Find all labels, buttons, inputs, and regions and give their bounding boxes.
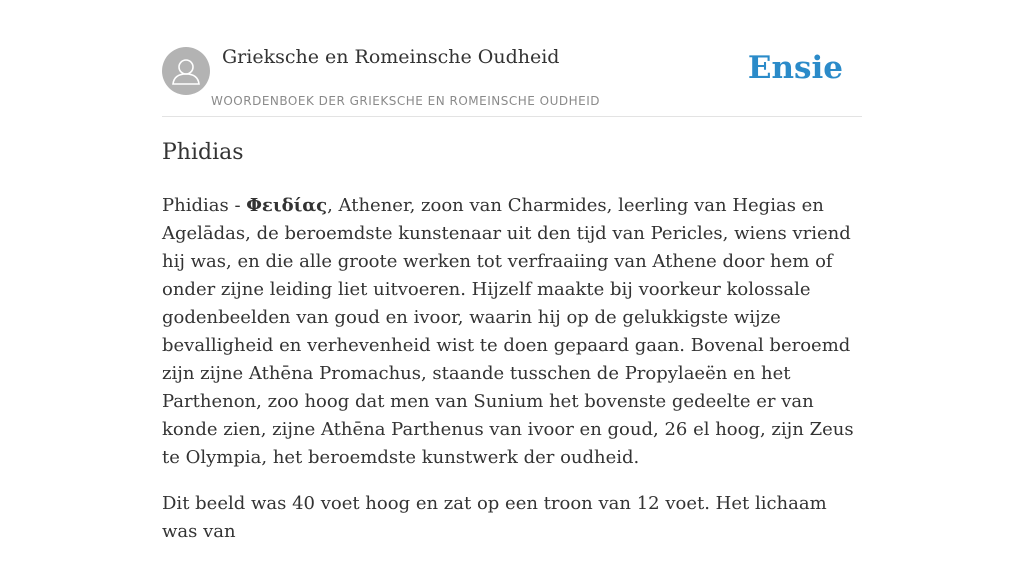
entry-paragraph xyxy=(162,192,864,472)
entry-title: Phidias xyxy=(162,140,244,165)
entry-paragraph: Dit beeld was 40 voet hoog en zat op een troon van 12 voet. Het lichaam was van xyxy=(162,493,827,542)
entry-body xyxy=(162,192,864,564)
entry-term: Phidias xyxy=(162,195,229,216)
brand-logo-link[interactable]: Ensie xyxy=(747,50,843,86)
site-subtitle: WOORDENBOEK DER GRIEKSCHE EN ROMEINSCHE OUDHEID xyxy=(211,94,601,108)
term-separator: - xyxy=(228,195,247,216)
site-header xyxy=(162,0,862,117)
greek-term: Φειδίας xyxy=(246,195,328,216)
entry-paragraph-text: , Athener, zoon van Charmides, leerling van Hegias en Agelādas, de beroemdste kunstenaar uit den tijd van Pericles, wiens vriend hij was, en die alle groote werken tot verfraaiing van Athene door hem of onder zijne leiding liet uitvoeren. Hijzelf maakte bij voorkeur kolossale godenbeelden van goud en ivoor, waarin hij op de gelukkigste wijze bevalligheid en verhevenheid wist te doen gepaard gaan. Bovenal beroemd zijn zijne Athēna Promachus, staande tusschen de Propylaeën en het Parthenon, zoo hoog dat men van Sunium het bovenste gedeelte er van konde zien, zijne Athēna Parthenus van ivoor en goud, 26 el hoog, zijn Zeus te Olympia, het beroemdste kunstwerk der oudheid. xyxy=(162,195,854,468)
user-icon[interactable] xyxy=(162,47,210,95)
site-title[interactable]: Grieksche en Romeinsche Oudheid xyxy=(222,46,560,68)
